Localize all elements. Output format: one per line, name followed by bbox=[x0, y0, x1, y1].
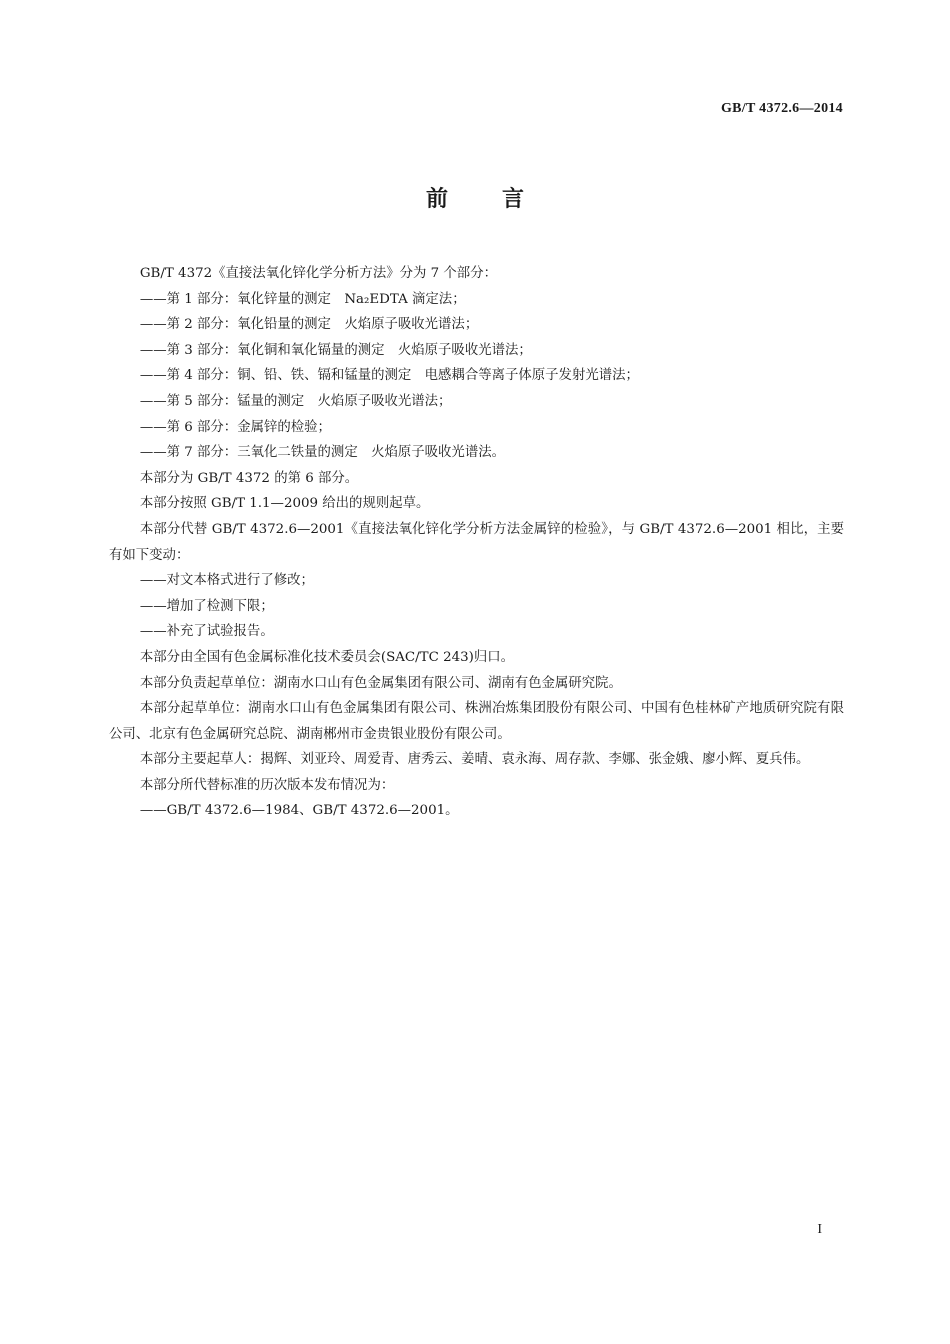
paragraph-drafters: 本部分主要起草人：揭辉、刘亚玲、周爱青、唐秀云、姜晴、袁永海、周存款、李娜、张金娥、廖小辉、夏兵伟。 bbox=[139, 752, 810, 768]
list-item-history: ——GB/T 4372.6—1984、GB/T 4372.6—2001。 bbox=[139, 803, 459, 819]
paragraph-this-part: 本部分为 GB/T 4372 的第 6 部分。 bbox=[139, 470, 359, 486]
paragraph-committee: 本部分由全国有色金属标准化技术委员会(SAC/TC 243)归口。 bbox=[139, 649, 515, 665]
list-item-change-1: ——对文本格式进行了修改； bbox=[139, 573, 314, 589]
page-title: 前言 bbox=[425, 187, 578, 212]
paragraph-replaces: 本部分代替 GB/T 4372.6—2001《直接法氧化锌化学分析方法金属锌的检验》，与 GB/T 4372.6—2001 相比，主要有如下变动： bbox=[109, 521, 844, 563]
paragraph-history-intro: 本部分所代替标准的历次版本发布情况为： bbox=[139, 777, 395, 793]
paragraph-responsible-unit: 本部分负责起草单位：湖南水口山有色金属集团有限公司、湖南有色金属研究院。 bbox=[139, 675, 622, 691]
list-item-part-5: ——第 5 部分：锰量的测定 火焰原子吸收光谱法； bbox=[139, 393, 452, 409]
list-item-part-7: ——第 7 部分：三氧化二铁量的测定 火焰原子吸收光谱法。 bbox=[139, 445, 505, 461]
foreword-body bbox=[109, 261, 844, 824]
list-item-part-2: ——第 2 部分：氧化铅量的测定 火焰原子吸收光谱法； bbox=[139, 317, 479, 333]
list-item-part-4: ——第 4 部分：铜、铅、铁、镉和锰量的测定 电感耦合等离子体原子发射光谱法； bbox=[139, 368, 639, 384]
paragraph-parts-intro: GB/T 4372《直接法氧化锌化学分析方法》分为 7 个部分： bbox=[139, 266, 497, 281]
list-item-part-3: ——第 3 部分：氧化铜和氧化镉量的测定 火焰原子吸收光谱法； bbox=[139, 342, 532, 358]
list-item-change-3: ——补充了试验报告。 bbox=[139, 624, 274, 640]
paragraph-drafting-units: 本部分起草单位：湖南水口山有色金属集团有限公司、株洲冶炼集团股份有限公司、中国有色桂林矿产地质研究院有限公司、北京有色金属研究总院、湖南郴州市金贵银业股份有限公司。 bbox=[109, 701, 844, 742]
list-item-part-6: ——第 6 部分：金属锌的检验； bbox=[139, 419, 331, 435]
page-number: I bbox=[817, 1222, 822, 1237]
standard-code: GB/T 4372.6—2014 bbox=[720, 101, 843, 116]
list-item-change-2: ——增加了检测下限； bbox=[139, 598, 274, 614]
list-item-part-1: ——第 1 部分：氧化锌量的测定 Na₂EDTA 滴定法； bbox=[139, 291, 466, 307]
paragraph-drafting-rules: 本部分按照 GB/T 1.1—2009 给出的规则起草。 bbox=[139, 496, 430, 512]
